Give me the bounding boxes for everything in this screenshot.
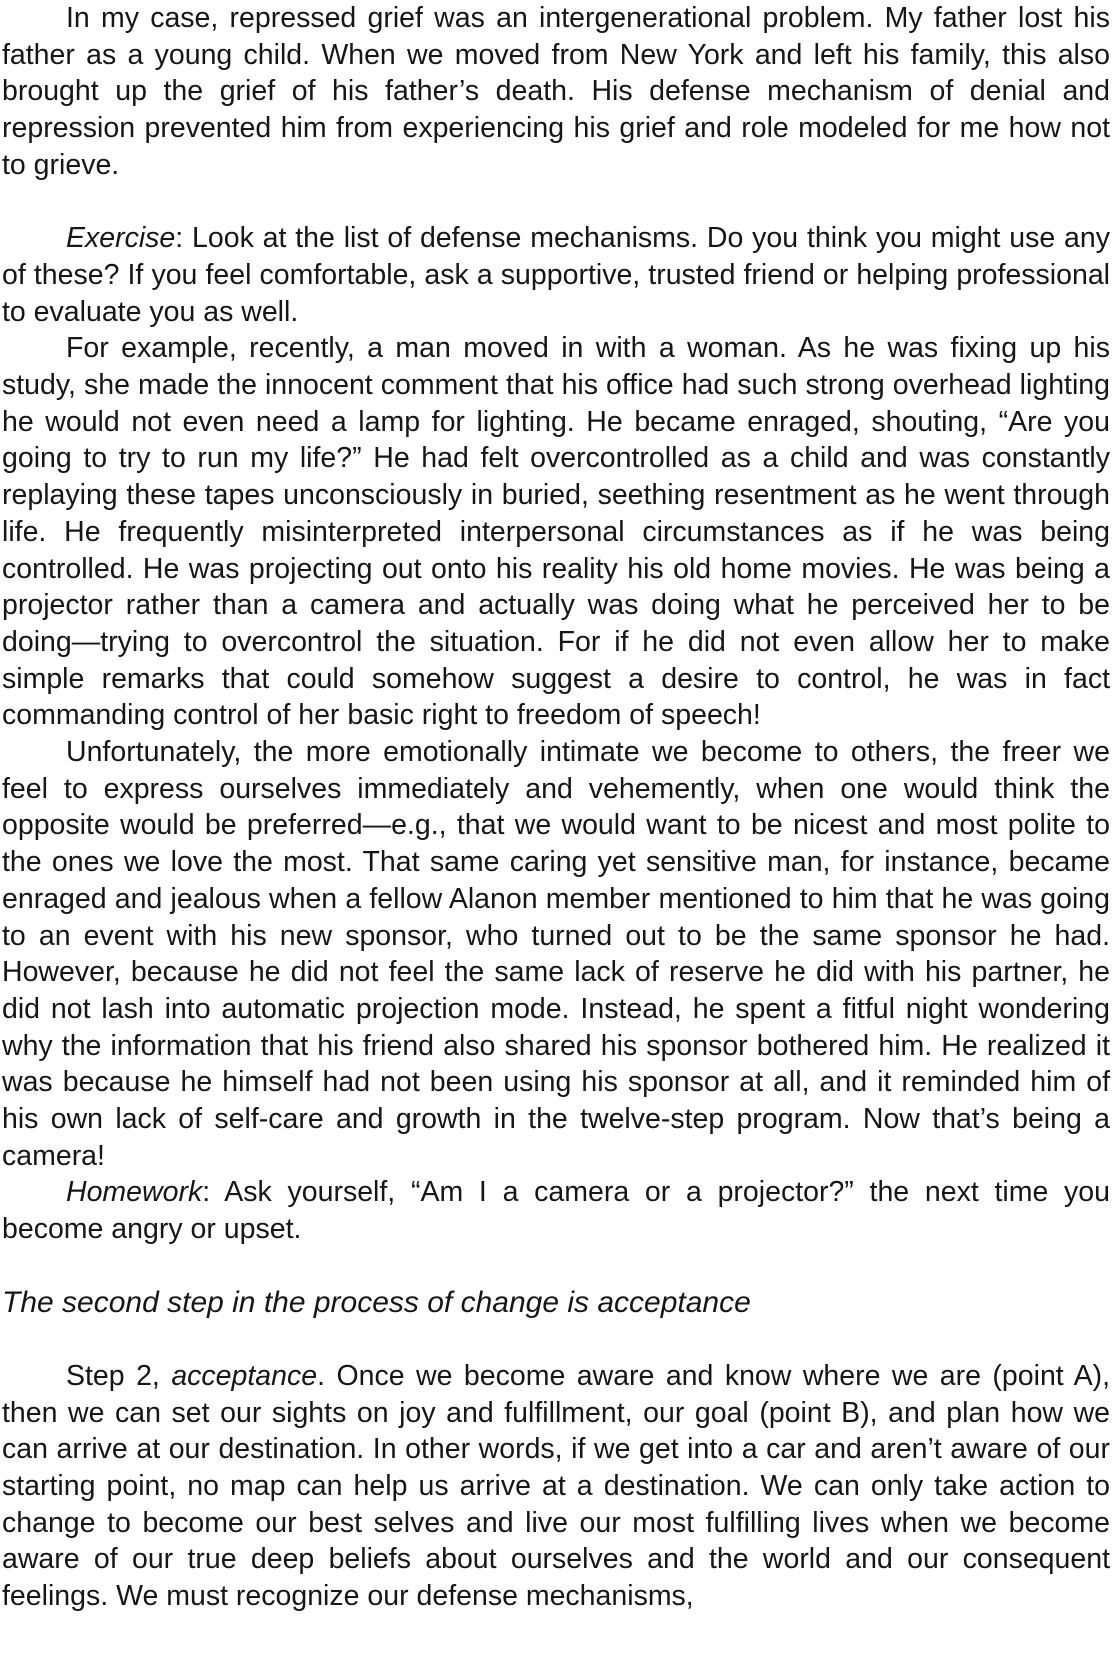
paragraph-spacer	[2, 1321, 1110, 1358]
homework-label: Homework	[66, 1176, 203, 1209]
paragraph-intergenerational-grief	[2, 0, 1110, 184]
paragraph-intimacy	[2, 734, 1110, 1174]
paragraph-text: : Ask yourself, “Am I a camera or a projector?” the next time you become angry or upset.	[2, 1176, 1110, 1246]
paragraph-text: . Once we become aware and know where we are (point A), then we can set our sights on joy and fulfillment, our goal (point B), and plan how we can arrive at our destination. In other words, if we get into a car and aren’t aware of our starting point, no map can help us arrive at a destination. We can only take action to change to become our best selves and live our most fulfilling lives when we become aware of our true deep beliefs about ourselves and the world and our consequent feelings. We must recognize our defense mechanisms,	[2, 1359, 1111, 1613]
paragraph-text: Step 2,	[66, 1359, 172, 1392]
paragraph-text: : Look at the list of defense mechanisms. Do you think you might use any of these? If you feel comfortable, ask a supportive, trusted friend or helping professional to evaluate you as well.	[2, 222, 1110, 328]
paragraph-homework	[2, 1174, 1110, 1247]
section-heading: The second step in the process of change is acceptance	[2, 1285, 751, 1319]
paragraph-acceptance	[2, 1358, 1110, 1615]
paragraph-text: For example, recently, a man moved in with a woman. As he was fixing up his study, she made the innocent comment that his office had such strong overhead lighting he would not even need a lamp for lighting. He became enraged, shouting, “Are you going to try to run my life?” He had felt overcontrolled as a child and was constantly replaying these tapes unconsciously in buried, seething resentment as he went through life. He frequently misinterpreted interpersonal circumstances as if he was being controlled. He was projecting out onto his reality his old home movies. He was being a projector rather than a camera and actually was doing what he perceived her to be doing—trying to overcontrol the situation. For if he did not even allow her to make simple remarks that could somehow suggest a desire to control, he was in fact commanding control of her basic right to freedom of speech!	[2, 332, 1110, 732]
paragraph-spacer	[2, 1248, 1110, 1285]
paragraph-text: In my case, repressed grief was an intergenerational problem. My father lost his father as a young child. When we moved from New York and left his family, this also brought up the grief of his father’s death. His defense mechanism of denial and repression prevented him from experiencing his grief and role modeled for me how not to grieve.	[2, 2, 1110, 181]
paragraph-spacer	[2, 184, 1110, 221]
acceptance-term: acceptance	[171, 1359, 318, 1392]
paragraph-text: Unfortunately, the more emotionally intimate we become to others, the freer we feel to express ourselves immediately and vehemently, when one would think the opposite would be preferred—e.g., that we would want to be nicest and most polite to the ones we love the most. That same caring yet sensitive man, for instance, became enraged and jealous when a fellow Alanon member mentioned to him that he was going to an event with his new sponsor, who turned out to be the same sponsor he had. However, because he did not feel the same lack of reserve he did with his partner, he did not lash into automatic projection mode. Instead, he spent a fitful night wondering why the information that his friend also shared his sponsor bothered him. He realized it was because he himself had not been using his sponsor at all, and it reminded him of his own lack of self-care and growth in the twelve-step program. Now that’s being a camera!	[2, 736, 1110, 1172]
exercise-label: Exercise	[66, 222, 176, 255]
paragraph-example	[2, 330, 1110, 734]
paragraph-exercise	[2, 220, 1110, 330]
